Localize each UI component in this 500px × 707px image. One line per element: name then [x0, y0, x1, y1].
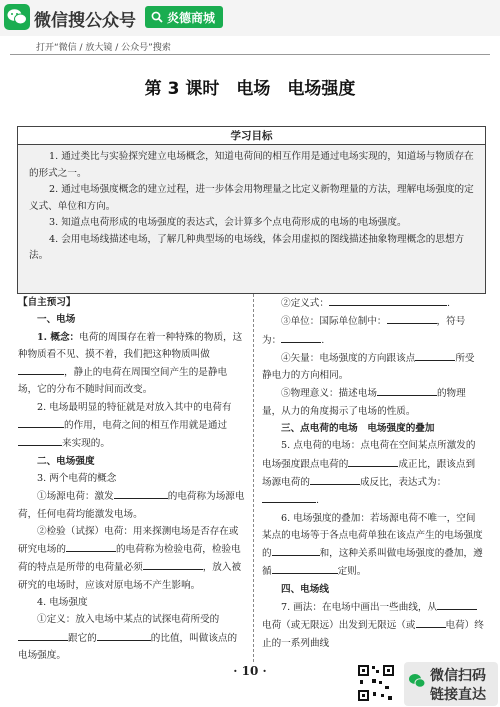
page-number: · 10 · — [233, 664, 267, 678]
search-icon — [151, 11, 163, 23]
fill-blank[interactable] — [348, 455, 398, 467]
goal-item: 4. 会用电场线描述电场，了解几种典型场的电场线，体会用虚拟的图线描述抽象物理概念的思想方法。 — [29, 233, 465, 261]
term-concept: 1. 概念： — [37, 331, 80, 343]
fill-blank[interactable] — [272, 562, 338, 574]
fill-blank[interactable] — [377, 384, 437, 396]
text: 5. 点电荷的电场：点电荷在空间某点所激发的电场强度跟点电荷的 — [262, 440, 476, 470]
fill-blank[interactable] — [143, 558, 203, 570]
paragraph-r6 — [262, 510, 484, 581]
goal-item: 3. 知道点电荷形成的电场强度的表达式，会计算多个点电荷形成的电场的电场强度。 — [49, 217, 407, 228]
goal-item: 1. 通过类比与实验探究建立电场概念，知道电荷间的相互作用是通过电场实现的，知道场与物质存在的形式之一。 — [29, 151, 474, 179]
heading-electric-field: 一、电场 — [37, 314, 76, 326]
text: ①场源电荷：激发 — [37, 491, 114, 503]
text: ④矢量：电场强度的方向跟该点 — [281, 352, 416, 364]
fill-blank[interactable] — [437, 598, 477, 610]
fill-blank[interactable] — [415, 349, 455, 361]
qr-code-icon[interactable] — [357, 664, 395, 702]
goals-heading: 学习目标 — [17, 126, 486, 145]
paragraph-r1: ②定义式： . — [262, 294, 484, 312]
fill-blank[interactable] — [97, 629, 151, 641]
text: 的比值，叫做该点的电场强度。 — [18, 632, 238, 661]
text: 7. 画法：在电场中画出一些曲线，从 — [281, 602, 438, 614]
paragraph-1 — [18, 329, 246, 399]
fill-blank[interactable] — [310, 473, 360, 485]
text: 电荷）终止的一系列曲线 — [262, 620, 484, 649]
text: 电荷（或无限远）出发到无限远（或 — [262, 620, 416, 632]
goal-item: 2. 通过电场强度概念的建立过程，进一步体会用物理量之比定义新物理量的方法，理解电场强度的定义式、单位和方向。 — [29, 184, 474, 212]
text: 所受静电力的方向相同。 — [262, 352, 475, 382]
search-shop-button[interactable] — [145, 6, 223, 28]
heading-point-charge: 三、点电荷的电场 电场强度的叠加 — [281, 423, 435, 435]
search-hint: 打开“微信 / 放大镜 / 公众号”搜索 — [36, 43, 171, 53]
search-button-label: 炎德商城 — [167, 10, 216, 25]
wechat-icon — [407, 671, 427, 691]
badge-line-2: 链接直达 — [430, 687, 486, 703]
fill-blank[interactable] — [272, 544, 320, 556]
text: 成正比，跟该点到场源电荷的 — [262, 458, 476, 488]
fill-blank[interactable] — [387, 312, 437, 324]
text: 定则。 — [337, 566, 367, 578]
wechat-search-title: 微信搜公众号 — [34, 11, 136, 31]
text: 2. 电场最明显的特征就是对放入其中的电荷有 — [37, 401, 232, 413]
fill-blank[interactable] — [416, 616, 446, 628]
paragraph-5 — [18, 523, 246, 594]
left-column — [18, 294, 246, 664]
text: 的物理量，从力的角度揭示了电场的性质。 — [262, 388, 466, 417]
fill-blank[interactable] — [66, 540, 116, 552]
column-divider — [253, 294, 254, 662]
section-label: 【自主预习】 — [18, 297, 76, 308]
paragraph-r2: ③单位：国际单位制中： ，符号为： . — [262, 312, 484, 349]
paragraph-2 — [18, 399, 246, 453]
fill-blank[interactable] — [329, 294, 447, 306]
paragraph-r4 — [262, 384, 484, 420]
text: ③单位：国际单位制中： — [281, 316, 387, 328]
fill-blank[interactable] — [18, 363, 64, 375]
text: 的电荷称为检验电荷，检验电荷的特点是所带的电荷量必须 — [18, 544, 241, 574]
heading-field-strength: 二、电场强度 — [37, 455, 95, 467]
fill-blank[interactable] — [18, 629, 68, 641]
fill-blank[interactable] — [18, 416, 64, 428]
text: 6. 电场强度的叠加：若场源电荷不唯一，空间某点的电场等于各点电荷单独在该点产生的电场强度的 — [262, 512, 483, 560]
fill-blank[interactable] — [18, 434, 62, 446]
header-divider — [10, 54, 490, 55]
fill-blank[interactable] — [114, 487, 168, 499]
paragraph-4 — [18, 487, 246, 523]
text: ⑤物理意义：描述电场 — [281, 388, 377, 400]
lesson-title: 第 3 课时 电场 电场强度 — [144, 79, 356, 99]
badge-line-1: 微信扫码 — [430, 668, 486, 684]
text: ①定义：放入电场中某点的试探电荷所受的 — [37, 614, 220, 626]
text: 来实现的。 — [62, 438, 110, 450]
heading-field-lines: 四、电场线 — [281, 583, 329, 595]
paragraph-3: 3. 两个电荷的概念 — [37, 472, 117, 484]
text: ，符号为： — [262, 316, 466, 346]
text: 的电荷称为场源电荷，任何电荷均能激发电场。 — [18, 491, 245, 520]
text: 电荷的周围存在着一种特殊的物质，这种物质看不见、摸不着，我们把这种物质叫做 — [18, 331, 243, 360]
text: ②定义式： — [281, 298, 329, 309]
text: 的作用，电荷之间的相互作用就是通过 — [64, 420, 228, 432]
wechat-icon — [4, 4, 30, 30]
scan-link-badge[interactable] — [404, 662, 498, 706]
paragraph-r7 — [262, 598, 484, 652]
text: 跟它的 — [68, 632, 97, 644]
goals-box — [17, 144, 486, 294]
paragraph-r5: 5. 点电荷的电场：点电荷在空间某点所激发的电场强度跟点电荷的 成正比，跟该点到场源电荷的 成反比，表达式为：. — [262, 440, 476, 507]
paragraph-7 — [18, 611, 246, 664]
text: 和，这种关系叫做电场强度的叠加，遵循 — [262, 548, 483, 578]
fill-blank[interactable] — [262, 491, 316, 503]
text: ②检验（试探）电荷：用来探测电场是否存在或研究电场的 — [18, 525, 239, 556]
text: ，放入被研究的电场时，应该对原电场不产生影响。 — [18, 562, 242, 591]
text: ，静止的电荷在周围空间产生的是静电场，它的分布不随时间而改变。 — [18, 367, 228, 396]
fill-blank[interactable] — [281, 331, 321, 343]
paragraph-6: 4. 电场强度 — [37, 597, 88, 609]
right-column — [262, 294, 484, 652]
paragraph-r3 — [262, 349, 484, 385]
text: 成反比，表达式为： — [359, 476, 447, 488]
